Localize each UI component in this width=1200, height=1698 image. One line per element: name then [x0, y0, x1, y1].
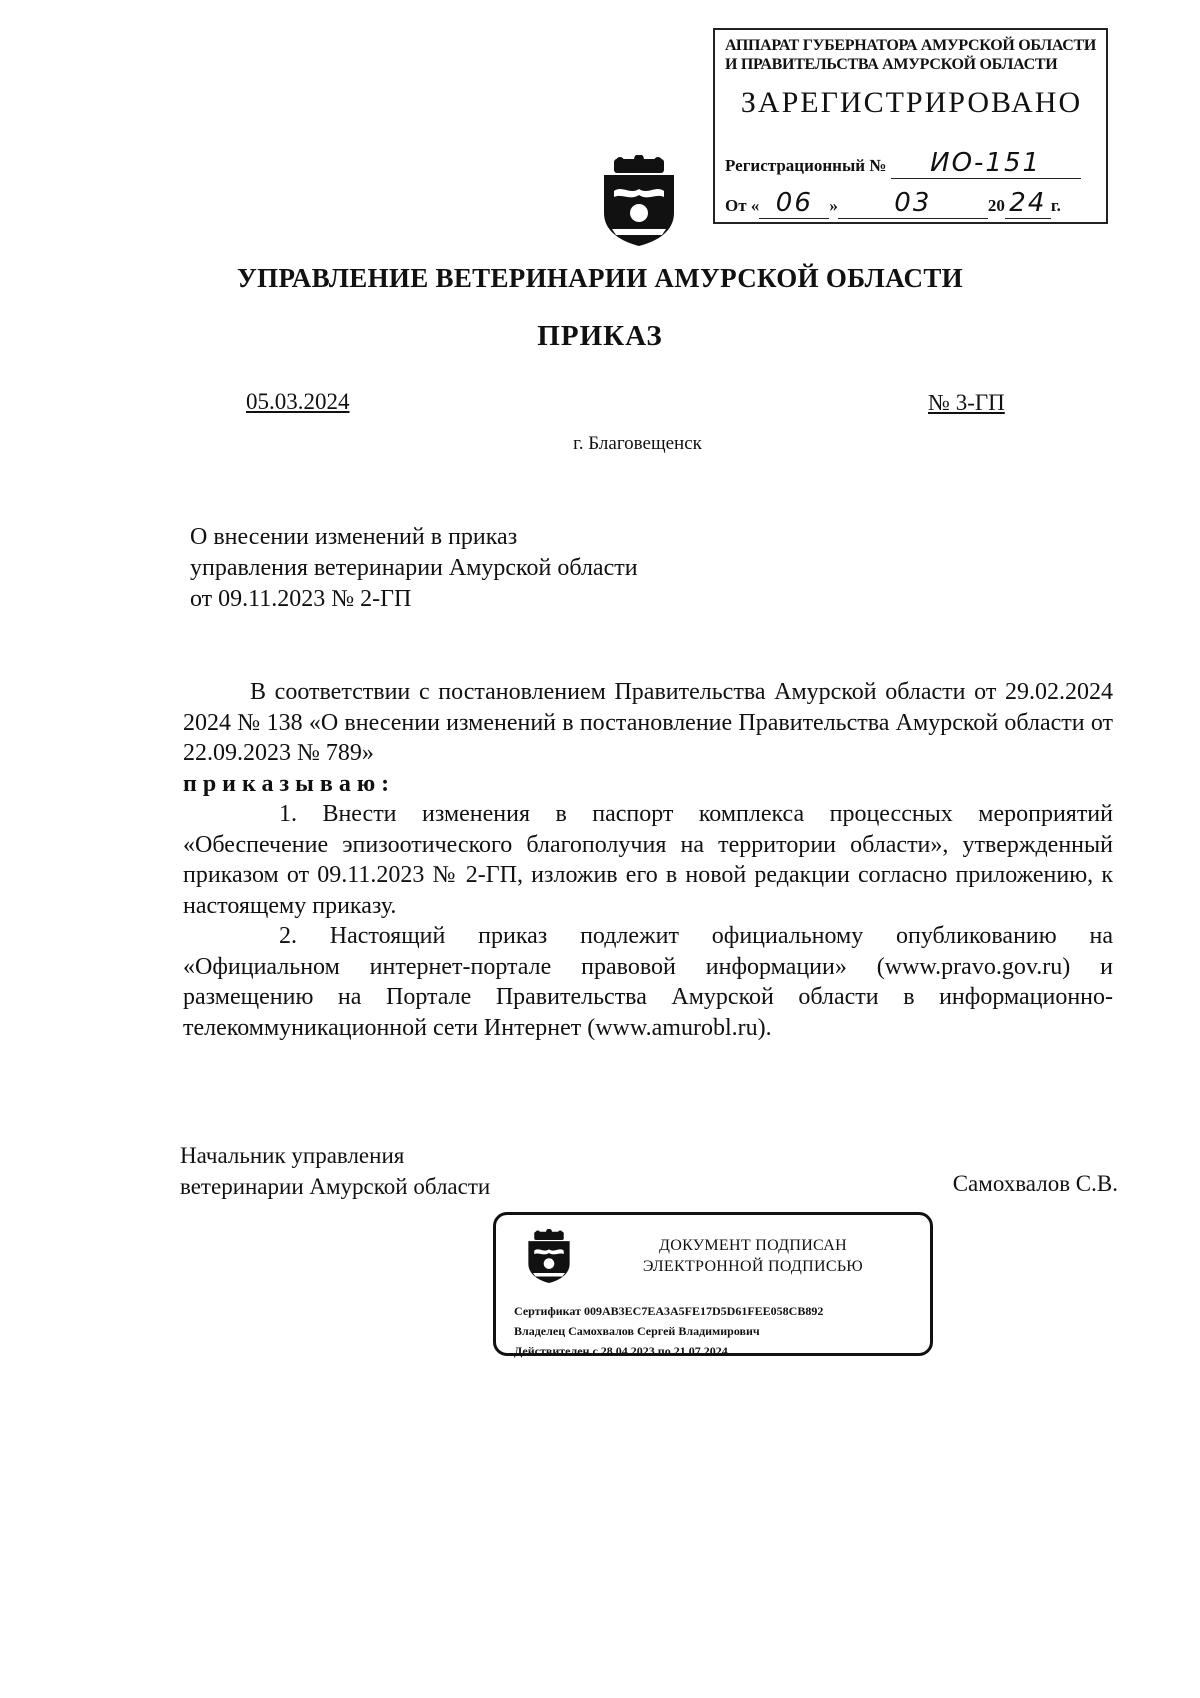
esign-valid-from: 28.04.2023 [600, 1344, 655, 1358]
esign-owner: Самохвалов Сергей Владимирович [568, 1324, 760, 1338]
stamp-org-line2: И ПРАВИТЕЛЬСТВА АМУРСКОЙ ОБЛАСТИ [725, 56, 1058, 73]
esign-valid-label: Действителен [514, 1344, 590, 1358]
esign-valid-from-prefix: с [592, 1344, 598, 1358]
order-item-1: 1. Внести изменения в паспорт комплекса процессных мероприятий «Обеспечение эпизоотического благополучия на территории области», утвержденный приказом от 09.11.2023 № 2-ГП, изложив его в новой редакции согласно приложению, к настоящему приказу. [183, 801, 1113, 919]
order-body [183, 677, 1113, 1043]
registration-stamp [713, 28, 1108, 224]
coat-of-arms-icon [600, 155, 678, 247]
esign-valid-to: 21.07.2024 [673, 1344, 728, 1358]
stamp-date-month: 03 [894, 188, 932, 218]
esign-title-line: ЭЛЕКТРОННОЙ ПОДПИСЬЮ [642, 1258, 864, 1275]
esign-certificate: 009AB3EC7EA3A5FE17D5D61FEE058CB892 [584, 1304, 824, 1318]
subject-line: от 09.11.2023 № 2-ГП [190, 586, 412, 612]
organization-title: УПРАВЛЕНИЕ ВЕТЕРИНАРИИ АМУРСКОЙ ОБЛАСТИ [237, 263, 963, 293]
stamp-title: ЗАРЕГИСТРИРОВАНО [740, 86, 1083, 119]
stamp-reg-label: Регистрационный № [725, 156, 887, 175]
stamp-org-line1: АППАРАТ ГУБЕРНАТОРА АМУРСКОЙ ОБЛАСТИ [725, 37, 1097, 54]
stamp-reg-number: ИО-151 [930, 148, 1042, 178]
preamble: В соответствии с постановлением Правительства Амурской области от 29.02.2024 2024 № 138 «О внесении изменений в постановление Правительства Амурской области от 22.09.2023 № 789» [183, 679, 1113, 766]
order-subject [190, 522, 638, 615]
esign-valid-to-prefix: по [657, 1344, 671, 1358]
esign-title [586, 1235, 920, 1277]
signatory-title-line: Начальник управления [180, 1143, 405, 1168]
coat-of-arms-icon [526, 1229, 572, 1284]
esign-certificate-label: Сертификат [514, 1304, 581, 1318]
stamp-date-row [725, 188, 1098, 219]
order-number: № 3-ГП [928, 390, 1005, 415]
stamp-date-mid: » [829, 196, 838, 215]
signatory-title-line: ветеринарии Амурской области [180, 1174, 491, 1199]
city: г. Благовещенск [573, 433, 702, 454]
order-date: 05.03.2024 [246, 389, 350, 414]
esign-info [514, 1301, 823, 1361]
stamp-year-suffix: 24 [1009, 188, 1047, 218]
esign-certificate-row [514, 1301, 823, 1321]
esign-valid-row [514, 1341, 823, 1361]
stamp-year-end: г. [1050, 196, 1061, 215]
stamp-date-day: 06 [775, 188, 813, 218]
esign-title-line: ДОКУМЕНТ ПОДПИСАН [659, 1237, 847, 1254]
signatory-name: Самохвалов С.В. [952, 1171, 1118, 1196]
esign-owner-label: Владелец [514, 1324, 566, 1338]
esign-owner-row [514, 1321, 823, 1341]
order-word: приказываю: [183, 770, 396, 797]
subject-line: О внесении изменений в приказ [190, 524, 518, 550]
stamp-year-prefix: 20 [987, 196, 1005, 215]
stamp-date-prefix: От « [725, 196, 760, 215]
stamp-reg-row [725, 148, 1098, 179]
subject-line: управления ветеринарии Амурской области [190, 555, 638, 581]
order-item-2: 2. Настоящий приказ подлежит официальному опубликованию на «Официальном интернет-портале правовой информации» (www.pravo.gov.ru) и размещению на Портале Правительства Амурской области в информационно-телекоммуникационной сети Интернет (www.amurobl.ru). [183, 923, 1113, 1041]
document-type: ПРИКАЗ [537, 320, 663, 352]
signatory-title [180, 1140, 490, 1202]
electronic-signature-stamp [493, 1212, 933, 1356]
